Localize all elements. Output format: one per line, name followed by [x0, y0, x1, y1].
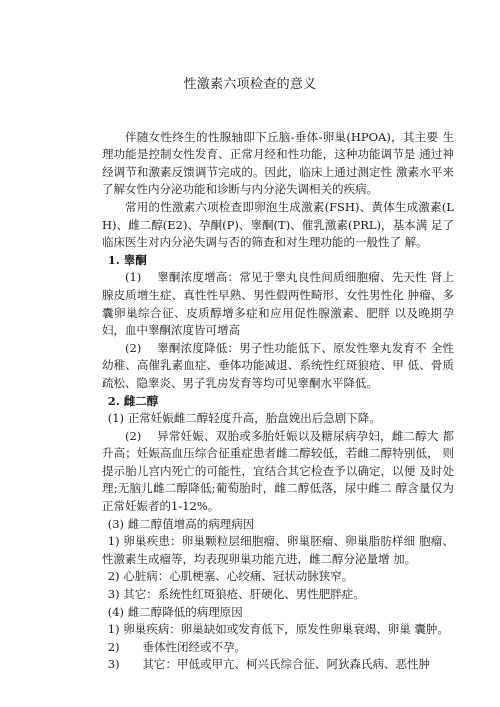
document-title: 性激素六项检查的意义: [183, 77, 317, 92]
section-heading-estradiol: 2. 雌二醇: [107, 393, 159, 408]
intro-paragraph-1: 伴随女性终生的性腺轴即下丘脑-垂体-卵巢(HPOA)，其主要 生理功能是控制女性发育、正常月经和性功能，这种功能调节是 通过神经调节和激素反馈调节完成的。因此，临床上通过测定性 激素水平来了解女性内分泌功能和诊断与内分泌失调相关的疾病。: [102, 129, 454, 197]
estradiol-item-2: (2) 异常妊娠、双胎或多胎妊娠以及糖尿病孕妇，雌二醇大 都升高；妊娠高血压综合征重症患者雌二醇较低，若雌二醇特别低， 则提示胎儿宫内死亡的可能性，宜结合其它检查予以确定，以便 及时处理;无脑儿雌二醇降低;葡萄胎时，雌二醇低落，尿中雌二 醇含量仅为正常妊娠者的1-12%。: [102, 428, 454, 514]
estradiol-item-1: (1) 正常妊娠雌二醇轻度升高，胎盘娩出后急剧下降。: [107, 411, 381, 426]
testosterone-item-2: (2) 睾酮浓度降低：男子性功能低下、原发性睾丸发育不 全性幼稚、高催乳素血症、垂体功能减退、系统性红斑狼疮、甲 低、骨质疏松、隐睾炎、男子乳房发育等均可见睾酮水平降低。: [102, 340, 454, 390]
estradiol-item-9: 2) 垂体性闭经或不孕。: [107, 639, 247, 654]
estradiol-item-8: 1) 卵巢疾病：卵巢缺如或发育低下，原发性卵巢衰竭、卵巢 囊肿。: [107, 622, 449, 637]
section-heading-testosterone: 1. 睾酮: [107, 252, 147, 267]
estradiol-item-5: 2) 心脏病：心肌梗塞、心绞痛、冠状动脉狭窄。: [107, 569, 354, 584]
estradiol-item-7: (4) 雌二醇降低的病理原因: [107, 604, 243, 619]
intro-paragraph-2: 常用的性激素六项检查即卵泡生成激素(FSH)、黄体生成激素(LH)、雌二醇(E2)、孕酮(P)、睾酮(T)、催乳激素(PRL)，基本满 足了临床医生对内分泌失调与否的筛查和对生理功能的一般性了 解。: [102, 199, 454, 250]
estradiol-item-6: 3) 其它：系统性红斑狼疮、肝硬化、男性肥胖症。: [107, 587, 365, 602]
estradiol-item-10: 3) 其它：甲低或甲亢、柯兴氏综合征、阿狄森氏病、恶性肿: [107, 657, 431, 672]
estradiol-item-4: 1) 卵巢疾患：卵巢颗粒层细胞瘤、卵巢胚瘤、卵巢脂肪样细 胞瘤、性激素生成瘤等，均表现卵巢功能亢进，雌二醇分泌量增 加。: [102, 534, 454, 566]
estradiol-item-3: (3) 雌二醇值增高的病理病因: [107, 516, 255, 531]
testosterone-item-1: (1) 睾酮浓度增高：常见于睾丸良性间质细胞瘤、先天性 肾上腺皮质增生症、真性性早熟、男性假两性畸形、女性男性化 肿瘤、多囊卵巢综合征、皮质醇增多症和应用促性腺激素、肥胖 以及晚期孕妇，血中睾酮浓度皆可增高: [102, 270, 454, 338]
